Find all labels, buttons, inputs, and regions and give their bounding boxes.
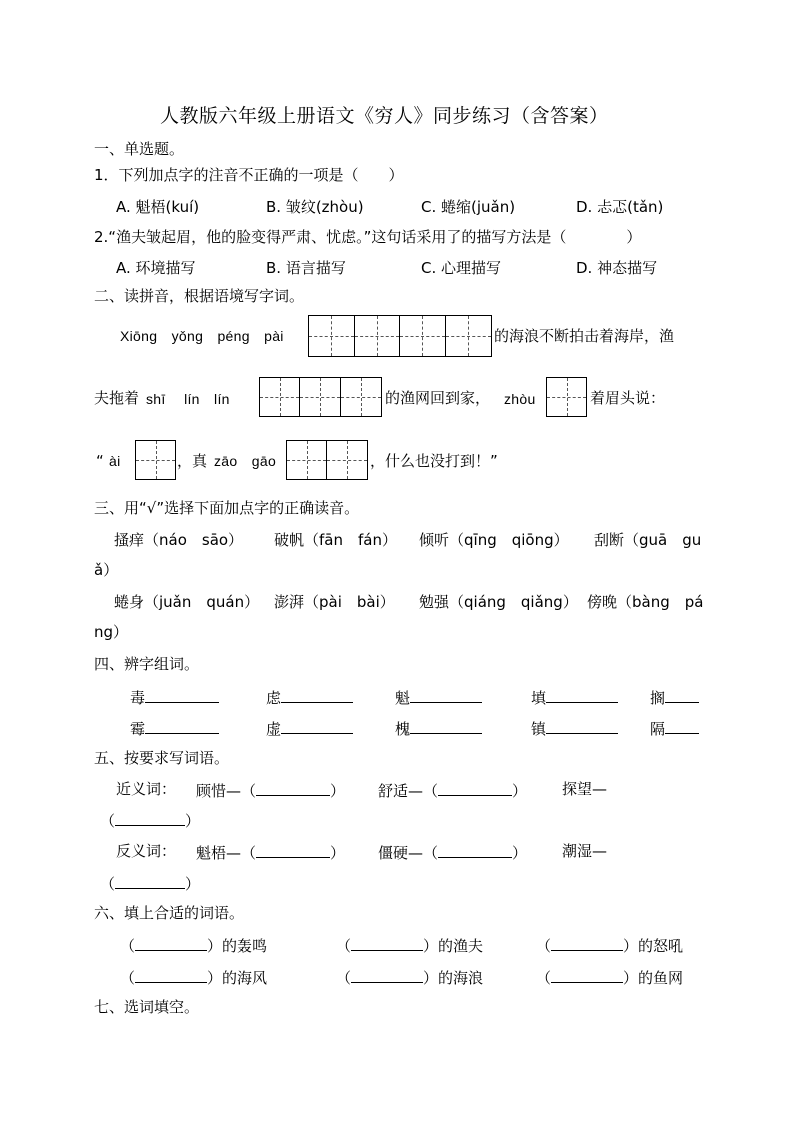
char-word-item[interactable] — [130, 686, 219, 708]
antonym-item[interactable] — [196, 841, 345, 863]
q1-option-c: C. 蜷缩(juǎn) — [421, 198, 516, 216]
pinyin-zhou: zhòu — [504, 391, 536, 407]
phrase: ）的鱼网 — [623, 969, 684, 987]
paren-close: ） — [512, 782, 528, 800]
char: 槐 — [395, 720, 411, 738]
antonym-item[interactable] — [562, 841, 607, 861]
pronunciation-item[interactable]: 破帆（fān fán） — [274, 531, 397, 549]
writing-grid-1[interactable] — [135, 440, 176, 480]
antonym-item[interactable] — [378, 841, 527, 863]
word: 魁梧—（ — [196, 844, 257, 862]
pronunciation-item[interactable]: 勉强（qiáng qiǎng） — [419, 593, 578, 611]
paren-open: （ — [100, 875, 116, 893]
char: 虚 — [266, 720, 282, 738]
pronunciation-item[interactable]: 蜷身（juǎn quán） — [114, 593, 260, 611]
sentence-part: 的海浪不断拍击着海岸，渔 — [494, 327, 675, 345]
fill-word-item[interactable] — [120, 966, 267, 988]
pinyin-ai: ài — [109, 453, 121, 469]
fill-word-item[interactable] — [120, 934, 267, 956]
fill-word-item[interactable] — [336, 934, 483, 956]
word: 潮湿— — [562, 842, 608, 860]
pinyin-zaogao: zāo gāo — [214, 453, 277, 469]
paren-open: （ — [336, 969, 352, 987]
char-word-item[interactable] — [130, 717, 219, 739]
section-6-heading: 六、填上合适的词语。 — [94, 904, 245, 922]
synonym-item[interactable] — [562, 779, 607, 799]
writing-grid-3[interactable] — [259, 377, 382, 417]
paren-close: ） — [330, 782, 346, 800]
section-3-heading: 三、用“√”选择下面加点字的正确读音。 — [94, 499, 360, 517]
paren-open: （ — [536, 937, 552, 955]
word: 舒适—（ — [378, 782, 439, 800]
quote-open: “ — [96, 452, 104, 470]
char-word-item[interactable] — [650, 717, 699, 739]
q2-option-a: A. 环境描写 — [116, 259, 196, 277]
section-2-heading: 二、读拼音，根据语境写字词。 — [94, 287, 305, 305]
synonym-label: 近义词： — [116, 780, 177, 798]
paren-close: ） — [330, 844, 346, 862]
char-word-item[interactable] — [395, 717, 482, 739]
phrase: ）的海浪 — [423, 969, 484, 987]
paren-open: （ — [336, 937, 352, 955]
paren-open: （ — [120, 937, 136, 955]
char: 搁 — [650, 689, 666, 707]
q2-stem: 2.“渔夫皱起眉，他的脸变得严肃、忧虑。”这句话采用了的描写方法是（ ） — [94, 228, 642, 246]
char: 虑 — [266, 689, 282, 707]
q2-option-c: C. 心理描写 — [421, 259, 502, 277]
phrase: ）的渔夫 — [423, 937, 484, 955]
q1-option-a: A. 魁梧(kuí) — [116, 198, 200, 216]
pronunciation-wrap: ng） — [94, 623, 129, 641]
fill-word-item[interactable] — [536, 966, 683, 988]
section-4-heading: 四、辨字组词。 — [94, 655, 200, 673]
page-title: 人教版六年级上册语文《穷人》同步练习（含答案） — [160, 105, 609, 127]
q2-option-b: B. 语言描写 — [266, 259, 346, 277]
sentence-part: 的渔网回到家， — [385, 389, 491, 407]
q1-option-d: D. 忐忑(tǎn) — [576, 198, 664, 216]
pinyin-xiongyongpengpai: Xiōng yǒng péng pài — [120, 328, 284, 344]
char: 毒 — [130, 689, 146, 707]
q1-option-b: B. 皱纹(zhòu) — [266, 198, 364, 216]
fill-word-item[interactable] — [336, 966, 483, 988]
writing-grid-1[interactable] — [546, 377, 587, 417]
sentence-part: ，什么也没打到！” — [370, 452, 498, 470]
pronunciation-item[interactable]: 刮断（guā gu — [594, 531, 702, 549]
paren-open: （ — [536, 969, 552, 987]
char: 霉 — [130, 720, 146, 738]
pronunciation-item[interactable]: 澎湃（pài bài） — [274, 593, 395, 611]
word: 顾惜—（ — [196, 782, 257, 800]
antonym-label: 反义词： — [116, 842, 177, 860]
word: 僵硬—（ — [378, 844, 439, 862]
pronunciation-item[interactable]: 倾听（qīng qiōng） — [419, 531, 569, 549]
phrase: ）的轰鸣 — [207, 937, 268, 955]
writing-grid-4[interactable] — [308, 315, 492, 357]
sentence-part: 着眉头说： — [590, 389, 666, 407]
sentence-part: 夫拖着 — [94, 389, 140, 407]
char-word-item[interactable] — [531, 686, 618, 708]
char-word-item[interactable] — [650, 686, 699, 708]
writing-grid-2[interactable] — [286, 440, 368, 480]
char: 填 — [531, 689, 547, 707]
paren-close: ） — [512, 844, 528, 862]
paren-open: （ — [100, 812, 116, 830]
char: 魁 — [395, 689, 411, 707]
char-word-item[interactable] — [531, 717, 618, 739]
fill-word-item[interactable] — [536, 934, 683, 956]
q1-stem: 1．下列加点字的注音不正确的一项是（ ） — [94, 166, 404, 184]
pronunciation-item[interactable]: 傍晚（bàng pá — [587, 593, 704, 611]
section-7-heading: 七、选词填空。 — [94, 998, 200, 1016]
phrase: ）的海风 — [207, 969, 268, 987]
word: 探望— — [562, 780, 608, 798]
phrase: ）的怒吼 — [623, 937, 684, 955]
pronunciation-item[interactable]: 搔痒（náo sāo） — [114, 531, 244, 549]
section-1-heading: 一、单选题。 — [94, 140, 185, 158]
synonym-item[interactable] — [378, 779, 527, 801]
pronunciation-wrap: ǎ） — [94, 561, 119, 579]
paren-open: （ — [120, 969, 136, 987]
antonym-item-wrap[interactable] — [100, 872, 200, 894]
char: 隔 — [650, 720, 666, 738]
char: 镇 — [531, 720, 547, 738]
char-word-item[interactable] — [395, 686, 482, 708]
sentence-part: ，真 — [177, 452, 208, 470]
q2-option-d: D. 神态描写 — [576, 259, 658, 277]
paren-close: ） — [185, 875, 201, 893]
synonym-item[interactable] — [196, 779, 345, 801]
char-word-item[interactable] — [266, 686, 353, 708]
section-5-heading: 五、按要求写词语。 — [94, 749, 230, 767]
pinyin-shilinlin: shī lín lín — [146, 391, 230, 407]
paren-close: ） — [185, 812, 201, 830]
char-word-item[interactable] — [266, 717, 353, 739]
synonym-item-wrap[interactable] — [100, 809, 200, 831]
